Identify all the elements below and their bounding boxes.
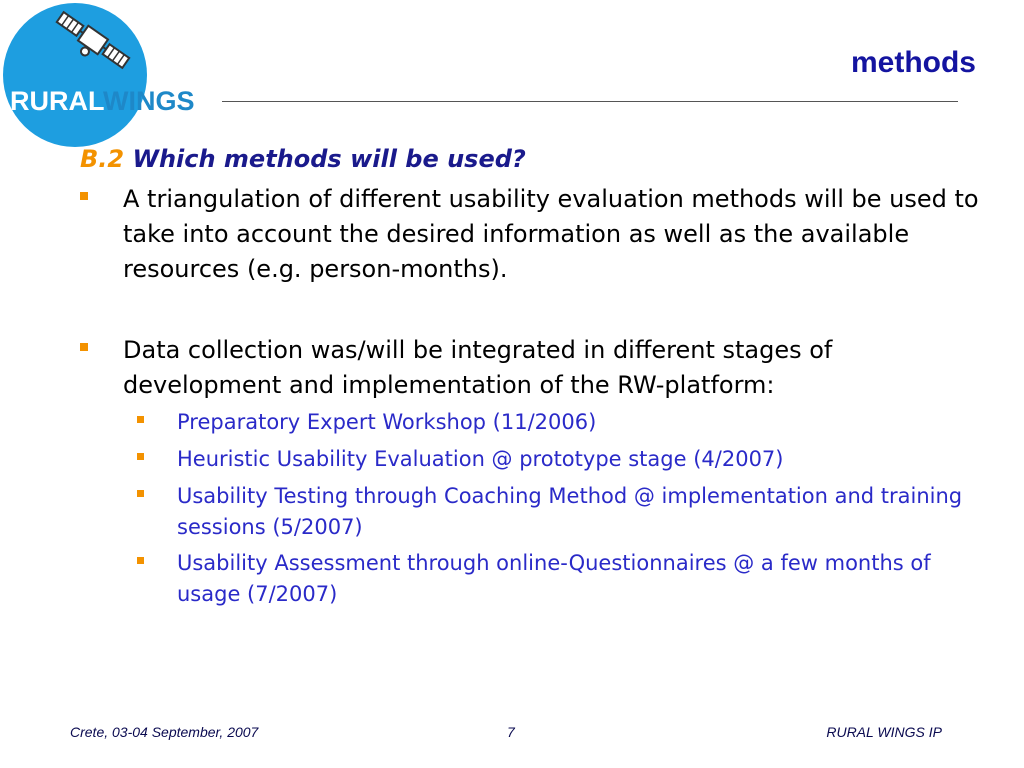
sub-bullet-text: Usability Testing through Coaching Method @ implementation and training sessions (5/2007) bbox=[177, 484, 963, 539]
logo-graphic bbox=[0, 0, 230, 150]
footer-project-name: RURAL WINGS IP bbox=[826, 724, 942, 740]
section-heading bbox=[80, 145, 526, 173]
sub-bullet-marker bbox=[137, 557, 144, 564]
logo-text-rural: RURAL bbox=[10, 86, 103, 116]
footer-date-location: Crete, 03-04 September, 2007 bbox=[70, 724, 259, 740]
sub-bullet-item bbox=[137, 481, 987, 543]
rural-wings-logo bbox=[0, 0, 230, 150]
sub-bullet-text: Preparatory Expert Workshop (11/2006) bbox=[177, 410, 597, 434]
sub-bullet-item bbox=[137, 548, 987, 610]
logo-wordmark bbox=[10, 86, 195, 117]
title-divider bbox=[222, 101, 958, 102]
section-number: B.2 bbox=[80, 145, 125, 173]
sub-bullet-marker bbox=[137, 416, 144, 423]
bullet-marker bbox=[80, 343, 88, 351]
footer-page-number: 7 bbox=[507, 724, 515, 740]
sub-bullet-item bbox=[137, 444, 987, 475]
logo-text-wings: WINGS bbox=[103, 86, 195, 116]
sub-bullet-text: Heuristic Usability Evaluation @ prototype stage (4/2007) bbox=[177, 447, 784, 471]
bullet-text: A triangulation of different usability evaluation methods will be used to take into account the desired information as well as the available resources (e.g. person-months). bbox=[123, 185, 979, 283]
bullet-item bbox=[80, 182, 980, 287]
slide-title: methods bbox=[850, 46, 976, 79]
bullet-item bbox=[80, 333, 980, 403]
sub-bullet-text: Usability Assessment through online-Questionnaires @ a few months of usage (7/2007) bbox=[177, 551, 931, 606]
sub-bullet-item bbox=[137, 407, 987, 438]
sub-bullet-marker bbox=[137, 490, 144, 497]
bullet-marker bbox=[80, 192, 88, 200]
bullet-text: Data collection was/will be integrated in different stages of development and implementation of the RW-platform: bbox=[123, 336, 833, 399]
section-title: Which methods will be used? bbox=[132, 145, 526, 173]
sub-bullet-marker bbox=[137, 453, 144, 460]
